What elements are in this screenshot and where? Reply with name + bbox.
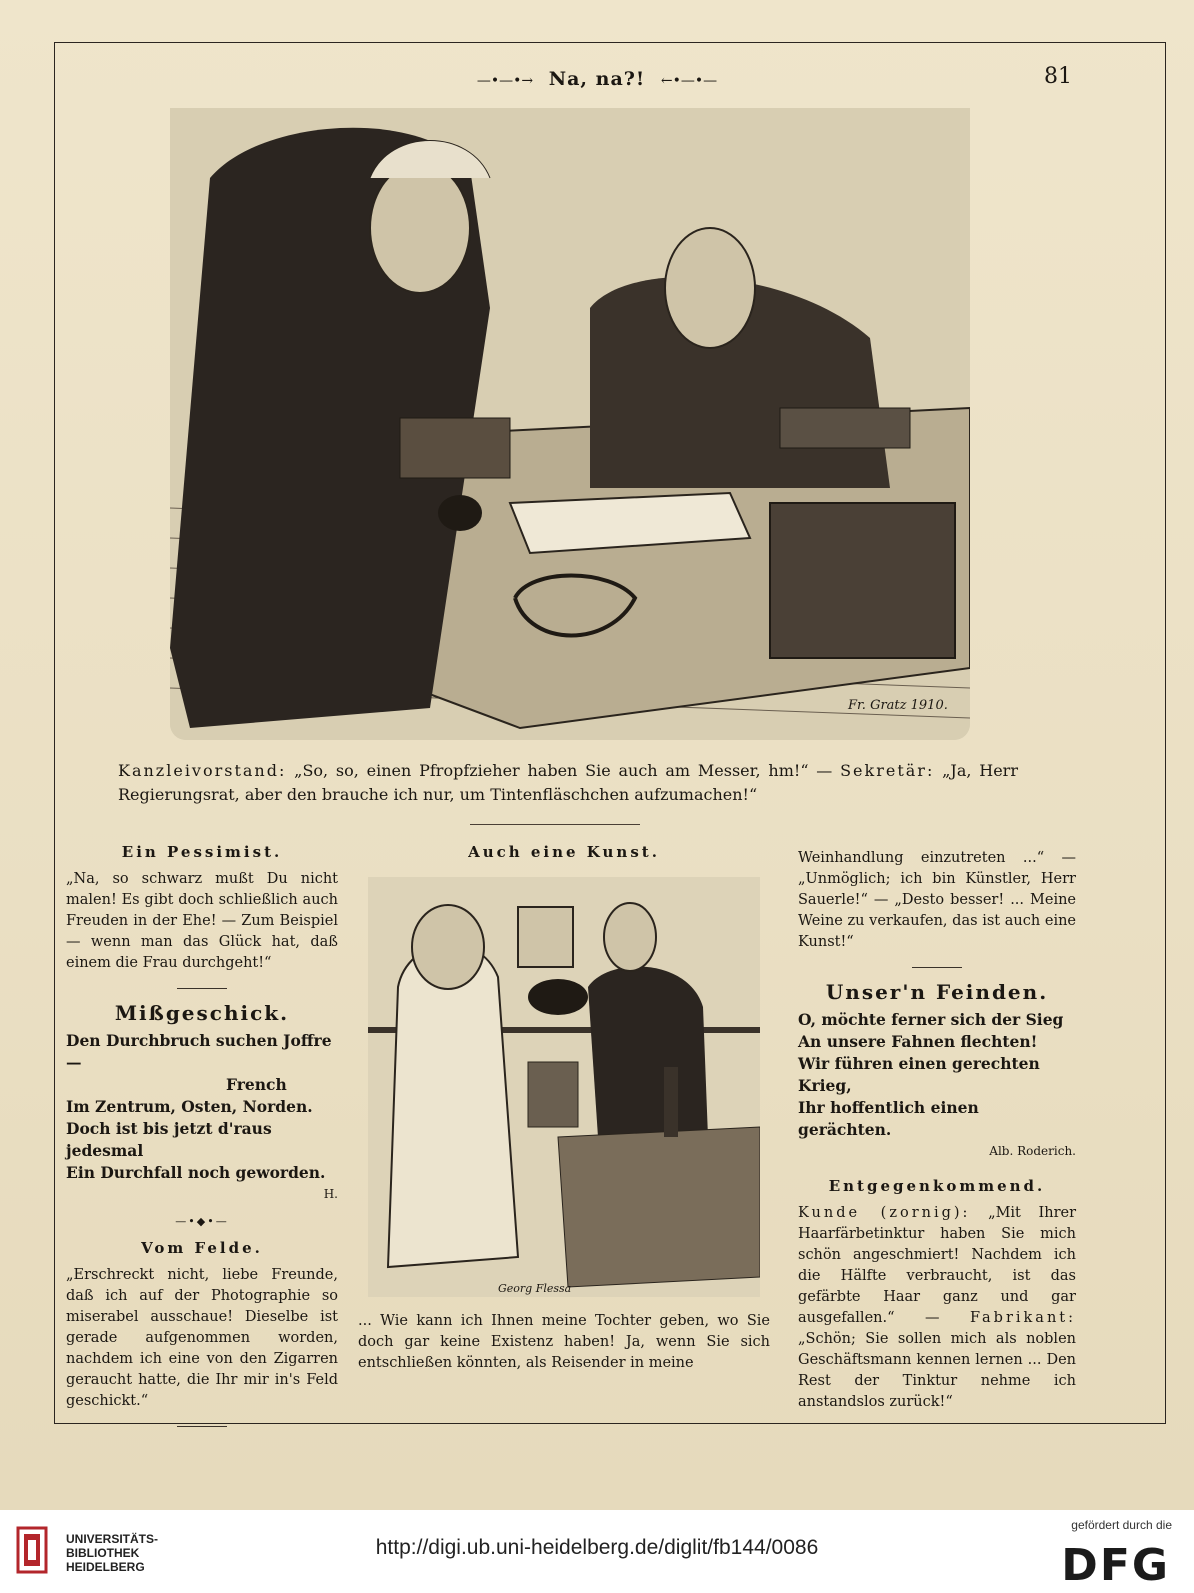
caption-speaker-2: Sekretär: <box>840 761 935 780</box>
middle-column <box>358 842 770 1374</box>
ornament-right: ←•—•— <box>660 73 718 89</box>
section-rule <box>470 824 640 825</box>
pessimist-text: „Na, so schwarz mußt Du nicht malen! Es gibt doch schließlich auch Freuden in der Ehe! — Zum Beispiel — wenn man das Glück hat, daß einem die Frau durchgeht!“ <box>66 871 338 971</box>
missgeschick-signature: H. <box>323 1187 338 1201</box>
caption-line-2: „Ja, Herr Regierungsrat, aber den brauche ich nur, um Tintenfläschchen aufzumachen!“ <box>118 761 1018 804</box>
poem-line: Wir führen einen gerechten Krieg, <box>798 1054 1040 1095</box>
right-column <box>798 848 1076 1413</box>
poem-line: Ein Durchfall noch geworden. <box>66 1163 326 1182</box>
vom-felde-text: „Erschreckt nicht, liebe Freunde, daß ich auf der Photographie so miserabel ausschaue! Dieselbe ist gerade aufgenommen worden, nachdem ich eine von den Zigarren geraucht hatte, die Ihr mir in's Feld geschickt.“ <box>66 1267 338 1409</box>
entgegen-speaker-2: Fabrikant: <box>969 1310 1076 1326</box>
divider <box>177 1426 227 1427</box>
running-head <box>0 68 1194 90</box>
library-name-line: HEIDELBERG <box>66 1560 145 1574</box>
left-column <box>66 842 338 1441</box>
missgeschick-title: Mißgeschick. <box>114 1001 290 1025</box>
ornament-divider: —•◆•— <box>175 1215 229 1228</box>
auch-eine-kunst-caption: ... Wie kann ich Ihnen meine Tochter geben, wo Sie doch gar keine Existenz haben! Ja, wenn Sie sich entschließen könnten, als Reisender in meine <box>358 1313 770 1371</box>
illustration-signature: Fr. Gratz 1910. <box>848 698 948 713</box>
feinden-poem <box>798 1009 1076 1141</box>
entgegen-text-1: „Mit Ihrer Haarfärbetinktur haben Sie mich schön angeschmiert! Nachdem ich die Hälfte verbraucht, ist das gefärbte Haar ganz und gar ausgefallen.“ — <box>798 1205 1077 1326</box>
entgegen-speaker-1: Kunde (zornig): <box>798 1205 971 1221</box>
library-name-line: BIBLIOTHEK <box>66 1546 140 1560</box>
footer-bar <box>0 1510 1194 1593</box>
entgegen-text <box>798 1203 1076 1413</box>
poem-line: Im Zentrum, Osten, Norden. <box>66 1097 313 1116</box>
auch-eine-kunst-title: Auch eine Kunst. <box>468 843 660 861</box>
caption-line-1: „So, so, einen Pfropfzieher haben Sie auch am Messer, hm!“ — <box>294 761 841 780</box>
vom-felde-title: Vom Felde. <box>141 1239 263 1257</box>
library-name-line: UNIVERSITÄTS- <box>66 1532 159 1546</box>
divider <box>912 967 962 968</box>
main-caption <box>118 759 1018 807</box>
missgeschick-poem <box>66 1030 338 1184</box>
poem-line: Doch ist bis jetzt d'raus jedesmal <box>66 1119 272 1160</box>
entgegen-text-2: „Schön; Sie sollen mich als noblen Geschäftsmann kennen lernen ... Den Rest der Tinktur nehme ich anstandslos zurück!“ <box>798 1331 1076 1410</box>
ornament-left: —•—•→ <box>476 73 534 89</box>
pessimist-title: Ein Pessimist. <box>121 843 283 861</box>
caption-speaker-1: Kanzleivorstand: <box>118 761 287 780</box>
feinden-title: Unser'n Feinden. <box>825 980 1049 1004</box>
funding-note: gefördert durch die <box>1071 1518 1172 1532</box>
feinden-signature: Alb. Roderich. <box>989 1144 1076 1158</box>
permalink-url[interactable]: http://digi.ub.uni-heidelberg.de/diglit/fb144/0086 <box>375 1536 819 1559</box>
poem-line: O, möchte ferner sich der Sieg <box>798 1010 1064 1029</box>
middle-illustration-signature: Georg Flessa <box>498 1282 572 1295</box>
poem-line: Den Durchbruch suchen Joffre— <box>66 1031 332 1072</box>
middle-illustration <box>368 877 760 1297</box>
dfg-logo: DFG <box>1061 1540 1170 1591</box>
continuation-text: Weinhandlung einzutreten ...“ — „Unmöglich; ich bin Künstler, Herr Sauerle!“ — „Desto besser! ... Meine Weine zu verkaufen, das ist auch eine Kunst!“ <box>798 850 1076 950</box>
main-illustration <box>170 108 970 740</box>
poem-line: An unsere Fahnen flechten! <box>798 1032 1038 1051</box>
page-title: Na, na?! <box>548 68 646 90</box>
poem-line: Ihr hoffentlich einen gerächten. <box>798 1098 979 1139</box>
entgegen-title: Entgegenkommend. <box>828 1177 1046 1195</box>
divider <box>177 988 227 989</box>
page-number: 81 <box>1044 64 1072 89</box>
poem-line: French <box>226 1075 287 1094</box>
